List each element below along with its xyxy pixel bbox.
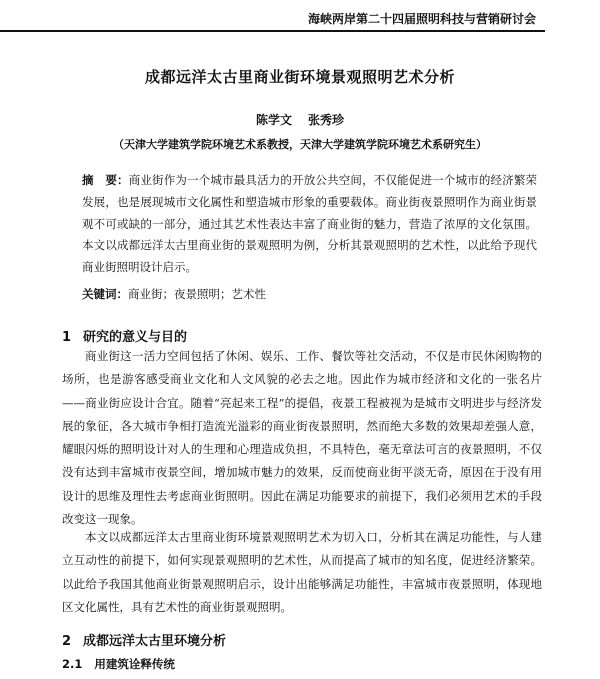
section-1-paragraph-2: 本文以成都远洋太古里商业街环境景观照明艺术为切入口，分析其在满足功能性，与人建立互动性的前提下，如何实现景观照明的艺术性，从而提高了城市的知名度，促进经济繁荣。以此给予我国其他商业街景观照明启示，设计出能够满足功能性，丰富城市夜景照明，体现地区文化属性，具有艺术性的商业街景观照明。 xyxy=(62,530,542,614)
keywords-text: 商业街；夜景照明；艺术性 xyxy=(128,287,266,301)
section-1-heading xyxy=(62,326,187,345)
authors xyxy=(0,111,600,128)
subsection-2-1-title: 用建筑诠释传统 xyxy=(94,657,175,671)
section-1-paragraph-1: 商业街这一活力空间包括了休闲、娱乐、工作、餐饮等社交活动，不仅是市民休闲购物的场所，也是游客感受商业文化和人文风貌的必去之地。因此作为城市经济和文化的一张名片——商业街应设计合宜。随着“亮起来工程”的提倡，夜景工程被视为是城市文明进步与经济发展的象征，各大城市争相打造流光溢彩的商业街夜景照明，然而绝大多数的效果却差强人意，耀眼闪烁的照明设计对人的生理和心理造成负担，不具特色，毫无章法可言的夜景照明，不仅没有达到丰富城市夜景空间，增加城市魅力的效果，反而使商业街平淡无奇，原因在于没有用设计的思维及理性去考虑商业街照明。因此在满足功能要求的前提下，我们必须用艺术的手段改变这一现象。 xyxy=(62,349,542,527)
section-2-number: 2 xyxy=(62,634,72,649)
conference-header: 海峡两岸第二十四届照明科技与营销研讨会 xyxy=(307,12,536,26)
author-1: 陈学文 xyxy=(255,113,292,127)
affiliation: （天津大学建筑学院环境艺术系教授，天津大学建筑学院环境艺术系研究生） xyxy=(113,138,487,151)
section-2-heading xyxy=(62,630,226,649)
section-1-number: 1 xyxy=(62,330,72,345)
section-1-title: 研究的意义与目的 xyxy=(83,330,188,345)
abstract-label: 摘 要： xyxy=(82,173,129,187)
section-2-title: 成都远洋太古里环境分析 xyxy=(83,634,227,649)
author-2: 张秀珍 xyxy=(308,113,345,127)
subsection-2-1-number: 2.1 xyxy=(62,657,83,671)
abstract xyxy=(82,170,537,279)
subsection-2-1-heading xyxy=(62,656,175,672)
abstract-text: 商业街作为一个城市最具活力的开放公共空间，不仅能促进一个城市的经济繁荣发展，也是展现城市文化属性和塑造城市形象的重要载体。商业街夜景照明作为商业街景观不可或缺的一部分，通过其艺术性表达丰富了商业街的魅力，营造了浓厚的文化氛围。本文以成都远洋太古里商业街的景观照明为例，分析其景观照明的艺术性，以此给予现代商业街照明设计启示。 xyxy=(82,173,537,275)
keywords xyxy=(82,286,537,302)
keywords-label: 关键词： xyxy=(82,287,128,301)
paper-title: 成都远洋太古里商业街环境景观照明艺术分析 xyxy=(144,68,455,86)
header-rule xyxy=(0,30,545,32)
